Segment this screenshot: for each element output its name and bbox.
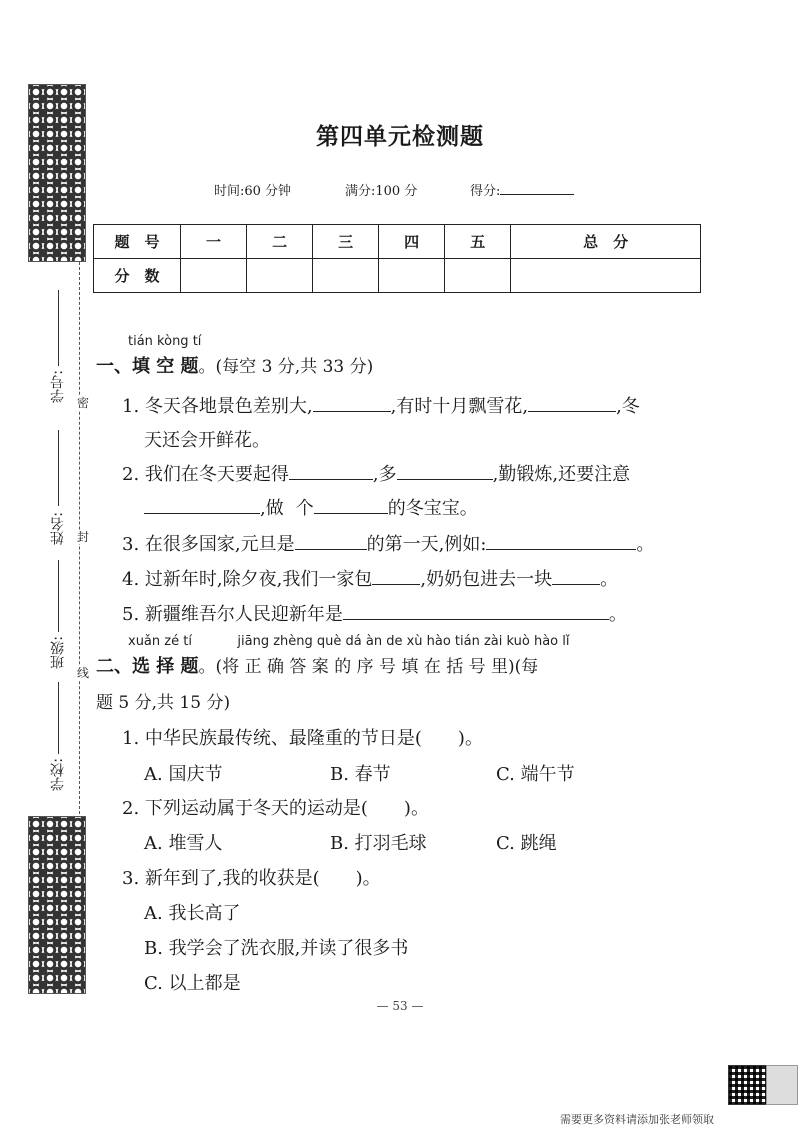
s1-item-2: 2. 我们在冬天要起得 ,多 ,勤锻炼,还要注意 [122, 460, 630, 486]
fill-blank[interactable] [144, 495, 260, 514]
table-header-cell: 三 [313, 225, 379, 259]
score-cell[interactable] [313, 259, 379, 293]
s1-item-1-cont: 天还会开鲜花。 [144, 430, 270, 451]
s1-item-1: 1. 冬天各地景色差别大, ,有时十月飘雪花, ,冬 [122, 392, 640, 418]
s2-question-3: 3. 新年到了,我的收获是( )。 [122, 868, 381, 889]
page-title: 第四单元检测题 [316, 124, 484, 150]
s2-q3-option-a[interactable]: A. 我长高了 [144, 903, 241, 924]
s2-q2-option-c[interactable]: C. 跳绳 [496, 833, 557, 854]
s2-q3-option-b[interactable]: B. 我学会了洗衣服,并读了很多书 [144, 938, 409, 959]
score-cell[interactable] [379, 259, 445, 293]
score-cell[interactable] [511, 259, 701, 293]
score-blank[interactable] [500, 180, 574, 195]
decorative-pattern-bottom [28, 816, 86, 994]
section1-heading: 一、填 空 题。(每空 3 分,共 33 分) [96, 356, 374, 377]
s1-item-5: 5. 新疆维吾尔人民迎新年是 。 [122, 600, 627, 626]
score-field: 得分: [470, 180, 574, 199]
fill-blank[interactable] [397, 461, 493, 480]
seal-feng: 封 [76, 530, 89, 544]
table-header-cell: 二 [247, 225, 313, 259]
s2-q3-option-c[interactable]: C. 以上都是 [144, 973, 241, 994]
s2-q1-option-c[interactable]: C. 端午节 [496, 764, 575, 785]
fill-blank[interactable] [314, 495, 388, 514]
fill-blank[interactable] [552, 566, 600, 585]
footer-note: 需要更多资料请添加张老师领取 [560, 1113, 714, 1126]
s2-q1-option-b[interactable]: B. 春节 [330, 764, 391, 785]
table-header-cell: 总 分 [511, 225, 701, 259]
fill-blank[interactable] [528, 393, 616, 412]
table-header-cell: 四 [379, 225, 445, 259]
fill-blank[interactable] [295, 531, 367, 550]
fill-blank[interactable] [313, 393, 391, 412]
table-header-cell: 一 [181, 225, 247, 259]
full-score: 满分:100 分 [345, 184, 418, 199]
table-row-label: 分 数 [94, 259, 181, 293]
table-header-cell: 五 [445, 225, 511, 259]
s2-q1-option-a[interactable]: A. 国庆节 [144, 764, 223, 785]
seal-mi: 密 [76, 396, 89, 410]
fill-blank[interactable] [372, 566, 420, 585]
score-table [93, 224, 701, 293]
fill-blank[interactable] [289, 461, 373, 480]
s1-item-3: 3. 在很多国家,元旦是 的第一天,例如: 。 [122, 530, 654, 556]
section2-pinyin: xuǎn zé tí jiāng zhèng què dá àn de xù hào tián zài kuò hào lǐ [128, 634, 570, 649]
section2-note-cont: 题 5 分,共 15 分) [96, 693, 231, 713]
decorative-pattern-top [28, 84, 86, 262]
score-table-header-row [94, 225, 701, 259]
score-cell[interactable] [181, 259, 247, 293]
fill-blank[interactable] [343, 601, 609, 620]
s2-question-1: 1. 中华民族最传统、最隆重的节日是( )。 [122, 728, 483, 749]
time-limit: 时间:60 分钟 [214, 184, 292, 199]
s2-question-2: 2. 下列运动属于冬天的运动是( )。 [122, 798, 429, 819]
section1-pinyin: tián kòng tí [128, 334, 202, 349]
seal-xian: 线 [76, 666, 89, 680]
s2-q2-option-b[interactable]: B. 打羽毛球 [330, 833, 427, 854]
fill-blank[interactable] [486, 531, 636, 550]
page-number: — 53 — [376, 999, 424, 1013]
score-cell[interactable] [445, 259, 511, 293]
table-header-cell: 题 号 [94, 225, 181, 259]
name-field: 姓名: [50, 512, 66, 545]
student-id-field: 学号: [50, 370, 66, 403]
class-field: 班级: [50, 636, 66, 669]
s1-item-2-cont: ,做 个 的冬宝宝。 [144, 494, 478, 520]
score-cell[interactable] [247, 259, 313, 293]
school-field: 学校: [50, 758, 66, 791]
score-table-score-row [94, 259, 701, 293]
teacher-avatar [766, 1065, 798, 1105]
section2-heading: 二、选 择 题。(将 正 确 答 案 的 序 号 填 在 括 号 里)(每 [96, 656, 539, 677]
s2-q2-option-a[interactable]: A. 堆雪人 [144, 833, 223, 854]
s1-item-4: 4. 过新年时,除夕夜,我们一家包 ,奶奶包进去一块 。 [122, 565, 618, 591]
qr-code-icon [728, 1065, 768, 1105]
